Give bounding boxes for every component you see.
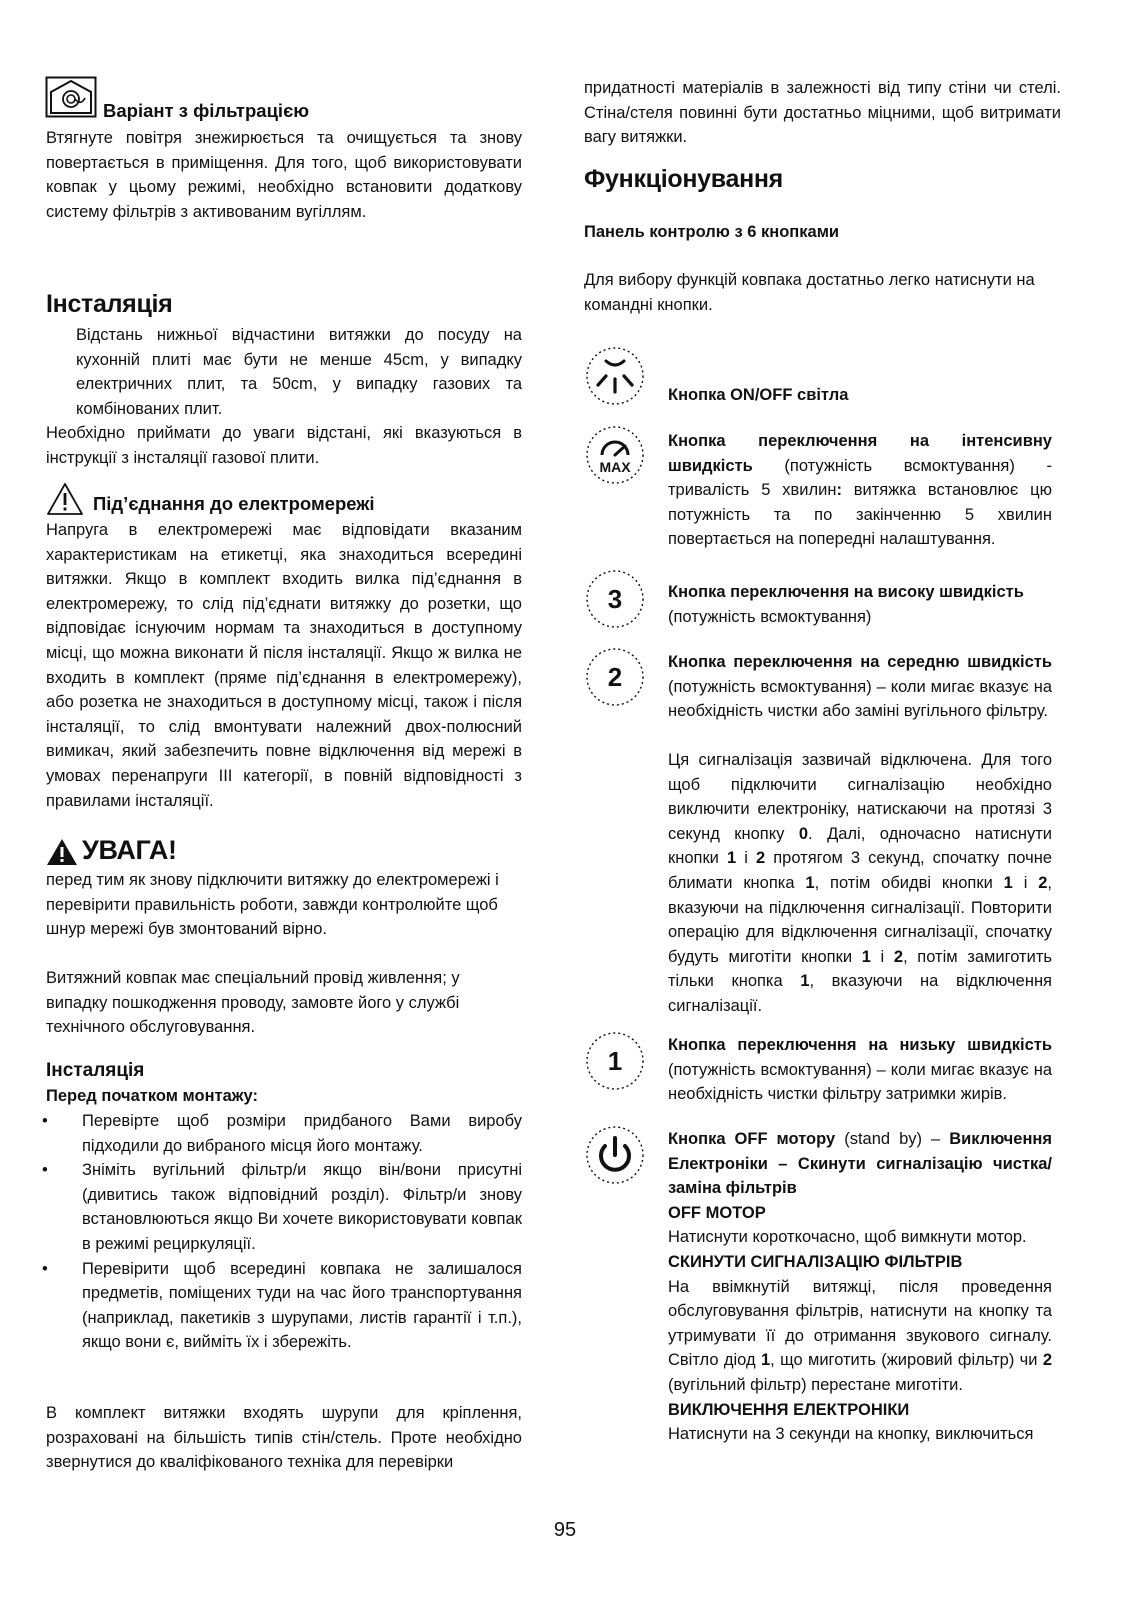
max-icon-text: MAX [599, 459, 631, 475]
signal-text: , потім обидві кнопки [814, 873, 1004, 892]
electrical-connection-body: Напруга в електромережі має відповідати вказаним характеристикам на етикетці, яка знаходиться всередині витяжки. Якщо в комплект входить вилка під’єднання в електромережу, то слід під’єднати витяжку до розетки, що відповідає існуючим нормам та знаходиться в доступному місці, що можна виконати й після інсталяції. Якщо ж вилка не входить в комплект (пряме під’єднання в електромережу), або розетка не знаходиться в доступному місці, також і після інсталяції, то слід вмонтувати належний двох-полюсний вимикач, який забезпечить повне відключення від мережі в умовах перенапруги III категорії, в повній відповідності з правилами інсталяції. [46, 521, 522, 810]
signal-key-1: 1 [800, 972, 810, 991]
signal-key-2: 2 [755, 849, 766, 868]
speed-3-icon-text: 3 [607, 584, 623, 614]
speed-1-icon-text: 1 [607, 1046, 623, 1076]
signal-text: , вказуючи на відключення сигналізації. [668, 972, 1052, 1015]
bullet: • [42, 1259, 48, 1278]
bullet: • [42, 1112, 48, 1130]
signal-text: і [736, 849, 756, 868]
signal-text: . Далі, одночасно натиснути кнопки [668, 824, 1052, 868]
off-button-functions: Виключення Електроніки – Скинути сигналізацію чистка/заміна фільтрів [668, 1130, 1052, 1198]
electrical-connection-title: Під’єднання до електромережі [93, 493, 375, 514]
speed-1-text: (потужність всмоктування) – коли мигає вказує на необхідність чистки фільтру затримки жирів. [668, 1060, 1052, 1104]
list-item [42, 1257, 522, 1355]
signal-text: , потім замиготить тільки кнопка [668, 947, 1052, 991]
speed-3-description [668, 580, 1054, 629]
max-button-text-2: витяжка встановлює цю потужність та по закінченню 5 хвилин повертається на попередні налаштування. [668, 481, 1052, 549]
before-mounting-list [42, 1109, 522, 1355]
speed-1-description [668, 1033, 1052, 1107]
filter-variant-title: Варіант з фільтрацією [103, 100, 310, 121]
speed-2-description [668, 650, 1052, 724]
control-panel-subtitle: Панель контролю з 6 кнопками [584, 223, 840, 241]
signal-text: протягом 3 секунд, спочатку почне блимати кнопка [668, 849, 1052, 892]
signal-text: і [870, 947, 894, 966]
reset-filter-text [668, 1275, 1052, 1398]
warning-body-1: перед тим як знову підключити витяжку до електромережі і перевірити правильність роботи, завжди контролюйте щоб шнур мережі був змонтований вірно. [46, 871, 499, 939]
max-colon: : [836, 481, 842, 500]
list-item-text: Перевірте щоб розміри придбаного Вами виробу підходили до вибраного місця його монтажу. [82, 1112, 522, 1155]
warning-filled-icon [46, 838, 78, 871]
signal-text: , вказуючи на підключення сигналізації. Повторити операцію для відключення сигналізації, спочатку будуть миготіти кнопки [668, 873, 1052, 966]
signal-key-1: 1 [805, 873, 815, 892]
installation-body: Необхідно приймати до уваги відстані, які вказуються в інструкції з інсталяції газової плити. [46, 424, 522, 467]
signal-key-1: 1 [861, 947, 871, 966]
reset-key-2: 2 [1042, 1351, 1052, 1370]
electronics-off-heading: ВИКЛЮЧЕННЯ ЕЛЕКТРОНІКИ [668, 1400, 910, 1419]
installation-indented-text: Відстань нижньої відчастини витяжки до посуду на кухонній плиті має бути не менше 45cm, у випадку електричних плит, та 50cm, у випадку газових та комбінованих плит. [76, 326, 522, 418]
speed-2-icon [584, 646, 646, 713]
light-icon [584, 345, 646, 412]
signal-text: Ця сигналізація зазвичай відключена. Для того щоб підключити сигналізацію необхідно виключити електроніку, натискаючи на протязі 3 секунд кнопку [668, 751, 1052, 843]
filter-variant-body: Втягнуте повітря знежирюється та очищується та знову повертається в приміщення. Для того, щоб використовувати ковпак у цьому режимі, необхідно встановити додаткову систему фільтрів з активованим вугіллям. [46, 129, 522, 221]
max-button-text-1: (потужність всмоктування) - тривалість 5 хвилин [668, 456, 1052, 500]
recirculation-filter-icon [45, 76, 97, 123]
list-item-text: Перевірити щоб всередині ковпака не залишалося предметів, поміщених туди на час його транспортування (наприклад, пакетиків з шурупами, листів гарантії і т.п.), якщо вони є, вийміть їх і збережіть. [82, 1259, 522, 1352]
before-mounting-subtitle: Перед початком монтажу: [46, 1087, 258, 1105]
speed-3-label: Кнопка переключення на високу швидкість [668, 583, 1024, 601]
signal-text: і [1012, 873, 1039, 892]
installation-2-body: В комплект витяжки входять шурупи для кріплення, розраховані на більшість типів стін/стель. Проте необхідно звернутися до кваліфікованого техніка для перевірки [46, 1404, 522, 1472]
max-button-description [668, 429, 1052, 552]
continued-text: придатності матеріалів в залежності від типу стіни чи стелі. Стіна/стеля повинні бути достатньо міцними, щоб витримати вагу витяжки. [584, 79, 1061, 147]
list-item [42, 1109, 522, 1158]
speed-2-text: (потужність всмоктування) – коли мигає вказує на необхідність чистки або заміні вугільного фільтру. [668, 677, 1052, 721]
speed-2-label: Кнопка переключення на середню швидкість [668, 653, 1052, 671]
list-item-text: Зніміть вугільний фільтр/и якщо він/вони присутні (дивитись також відповідний розділ). Фільтр/и знову встановлюються якщо Ви хочете використовувати ковпак в режимі рециркуляції. [82, 1161, 522, 1253]
installation-2-title: Інсталяція [46, 1060, 145, 1081]
electronics-off-text: Натиснути на 3 секунди на кнопку, виключиться [668, 1425, 1034, 1444]
bullet: • [42, 1161, 48, 1180]
signal-key-2: 2 [893, 947, 904, 966]
warning-body-2: Витяжний ковпак має спеціальний провід живлення; у випадку пошкодження проводу, замовте його у службі технічного обслуговування. [46, 969, 460, 1037]
power-icon [584, 1124, 646, 1191]
off-motor-text: Натиснути короткочасно, щоб вимкнути мотор. [668, 1228, 1027, 1247]
off-button-text: (stand by) – [835, 1130, 950, 1148]
reset-text: (вугільний фільтр) перестане миготіти. [668, 1375, 963, 1394]
warning-triangle-icon [46, 482, 84, 521]
reset-text: На ввімкнутій витяжці, після проведення обслуговування фільтрів, натиснути на кнопку та утримувати її до отримання звукового сигналу. Світло діод [668, 1277, 1052, 1370]
reset-filter-heading: СКИНУТИ СИГНАЛІЗАЦІЮ ФІЛЬТРІВ [668, 1252, 963, 1271]
max-speed-icon [584, 424, 646, 491]
light-button-label: Кнопка ON/OFF світла [668, 386, 849, 404]
signal-key-2: 2 [1038, 873, 1048, 892]
speed-1-icon [584, 1030, 646, 1097]
list-item [42, 1158, 522, 1256]
max-button-label: Кнопка переключення на інтенсивну швидкість [668, 432, 1052, 475]
off-button-label: Кнопка OFF мотору [668, 1130, 836, 1148]
warning-title: УВАГА! [82, 835, 177, 865]
off-button-description [668, 1127, 1052, 1447]
speed-3-icon [584, 568, 646, 635]
off-motor-heading: OFF MOTOP [668, 1203, 766, 1222]
speed-1-label: Кнопка переключення на низьку швидкість [668, 1036, 1052, 1054]
speed-3-text: (потужність всмоктування) [668, 607, 872, 626]
speed-2-icon-text: 2 [607, 662, 623, 692]
speed-2-signal-description [668, 748, 1052, 1019]
functioning-intro: Для вибору функцій ковпака достатньо легко натиснути на командні кнопки. [584, 271, 1035, 314]
installation-title: Інсталяція [46, 290, 173, 318]
page-number: 95 [553, 1519, 577, 1541]
signal-key-0: 0 [798, 824, 809, 843]
reset-text: , що миготить (жировий фільтр) чи [770, 1351, 1043, 1370]
signal-key-1: 1 [726, 849, 737, 868]
reset-key-1: 1 [760, 1351, 771, 1370]
functioning-title: Функціонування [584, 165, 783, 193]
signal-key-1: 1 [1003, 873, 1013, 892]
